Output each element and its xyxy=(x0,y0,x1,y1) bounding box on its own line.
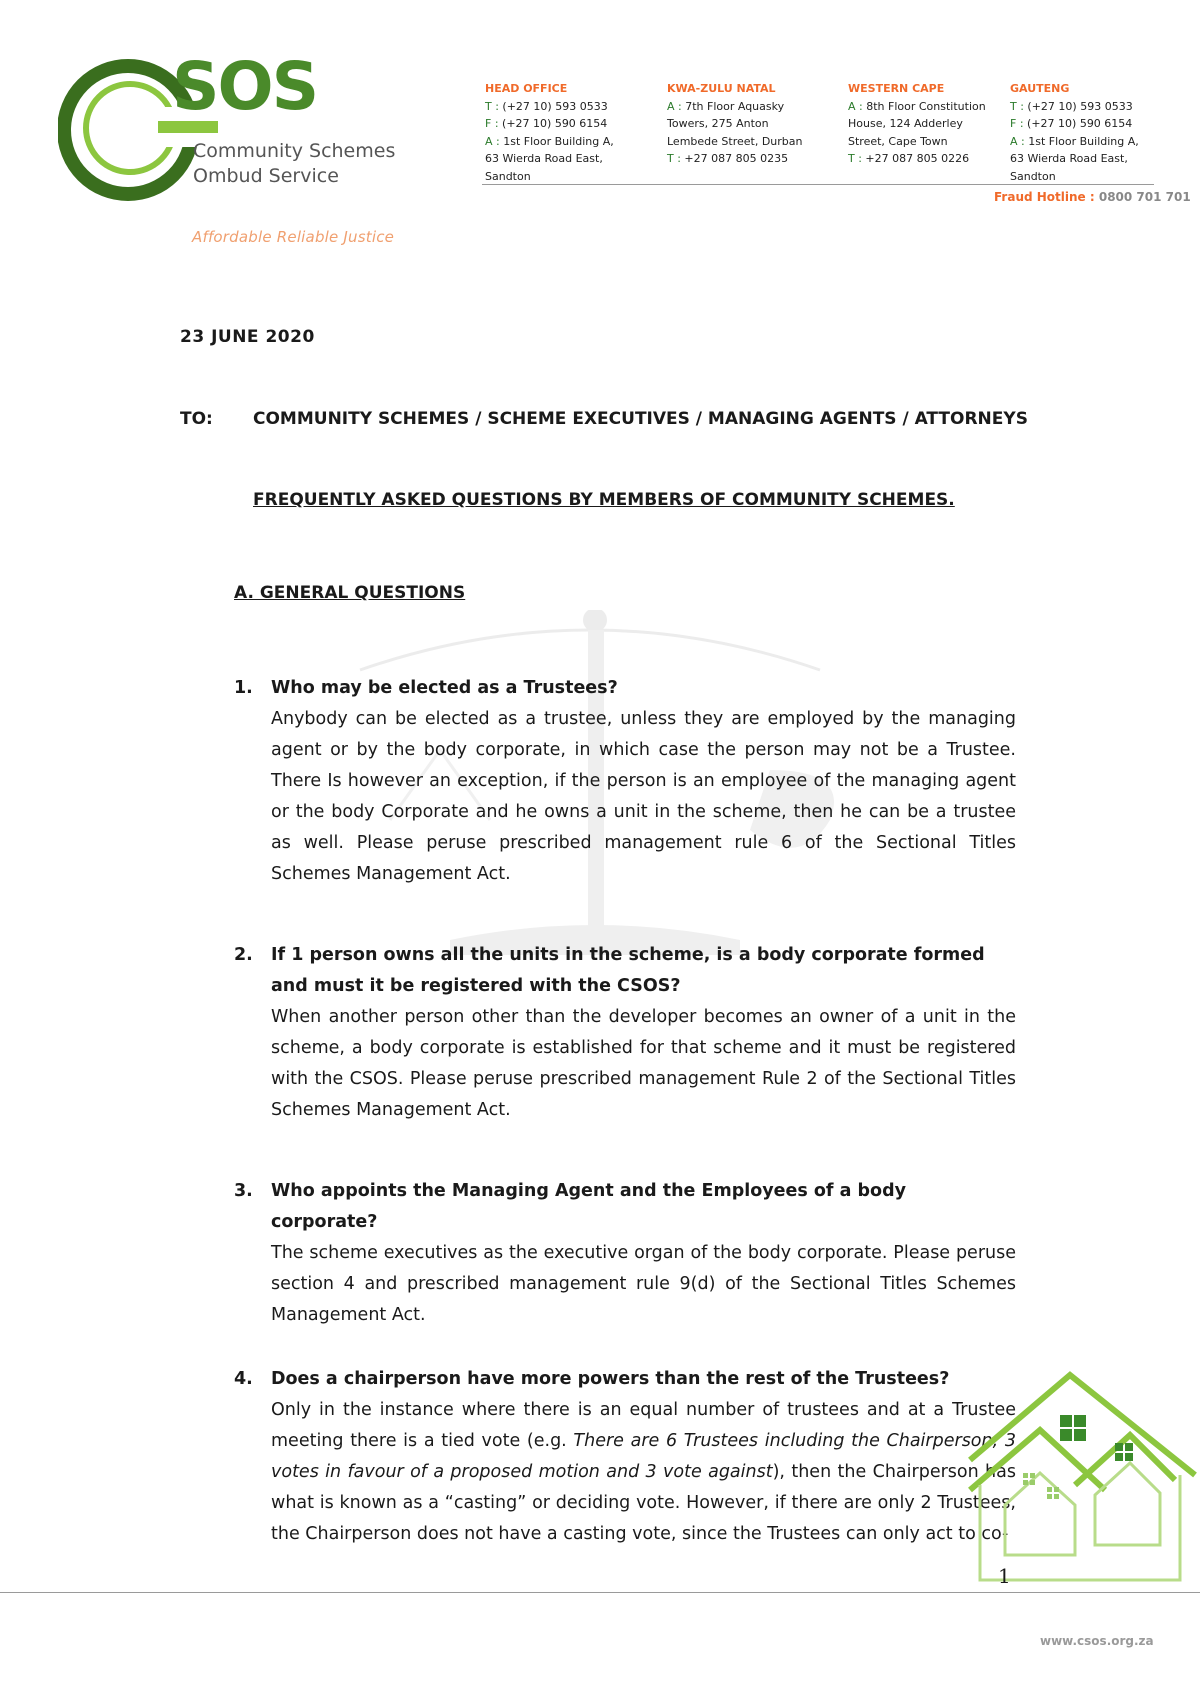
office-heading: WESTERN CAPE xyxy=(848,82,945,95)
document-heading: FREQUENTLY ASKED QUESTIONS BY MEMBERS OF COMMUNITY SCHEMES. xyxy=(253,490,955,510)
faq-answer: When another person other than the developer becomes an owner of a unit in the scheme, a body corporate is established for that scheme and it must be registered with the CSOS. Please peruse prescribed management Rule 2 of the Sectional Titles Schemes Management Act. xyxy=(271,1007,1016,1120)
office-head: HEAD OFFICE T : (+27 10) 593 0533 F : (+27 10) 590 6154 A : 1st Floor Building A, 63 Wierda Road East, Sandton xyxy=(485,82,614,183)
faq-item xyxy=(234,1176,1016,1331)
office-heading: HEAD OFFICE xyxy=(485,82,568,95)
office-kzn: KWA-ZULU NATAL A : 7th Floor Aquasky Towers, 275 Anton Lembede Street, Durban T : +27 087 805 0235 xyxy=(667,82,803,165)
faq-question: Does a chairperson have more powers than the rest of the Trustees? xyxy=(271,1369,950,1389)
section-heading: A. GENERAL QUESTIONS xyxy=(234,583,466,603)
footer-divider xyxy=(0,1592,1200,1593)
office-heading: GAUTENG xyxy=(1010,82,1070,95)
faq-item xyxy=(234,673,1016,890)
website-url: www.csos.org.za xyxy=(1040,1634,1154,1648)
faq-item xyxy=(234,1364,1016,1550)
letter-date: 23 JUNE 2020 xyxy=(180,327,315,347)
faq-number: 3. xyxy=(234,1181,253,1201)
faq-answer: Anybody can be elected as a trustee, unless they are employed by the managing agent or by the body corporate, in which case the person may not be a Trustee. There Is however an exception, if the person is an employee of the managing agent or the body Corporate and he owns a unit in the scheme, then he can be a trustee as well. Please peruse prescribed management rule 6 of the Sectional Titles Schemes Management Act. xyxy=(271,709,1016,884)
logo-acronym: SOS xyxy=(172,48,318,125)
recipients: COMMUNITY SCHEMES / SCHEME EXECUTIVES / MANAGING AGENTS / ATTORNEYS xyxy=(253,409,1028,429)
to-label: TO: xyxy=(180,409,213,429)
logo-name-line1: Community Schemes xyxy=(193,140,396,162)
header-divider xyxy=(482,184,1154,185)
fraud-hotline: Fraud Hotline : 0800 701 701 xyxy=(994,190,1191,204)
page-number: 1 xyxy=(998,1564,1011,1588)
faq-answer: The scheme executives as the executive organ of the body corporate. Please peruse section 4 and prescribed management rule 9(d) of the Sectional Titles Schemes Management Act. xyxy=(271,1243,1016,1325)
faq-item xyxy=(234,940,1016,1126)
faq-number: 4. xyxy=(234,1369,253,1389)
faq-number: 1. xyxy=(234,678,253,698)
tagline: Affordable Reliable Justice xyxy=(192,228,395,246)
houses-graphic xyxy=(965,1355,1200,1590)
faq-question: Who may be elected as a Trustees? xyxy=(271,678,618,698)
office-heading: KWA-ZULU NATAL xyxy=(667,82,776,95)
faq-answer: Only in the instance where there is an equal number of trustees and at a Trustee meeting there is a tied vote (e.g. There are 6 Trustees including the Chairperson, 3 votes in favour of a proposed motion and 3 vote against), then the Chairperson has what is known as a “casting” or deciding vote. However, if there are only 2 Trustees, the Chairperson does not have a casting vote, since the Trustees can only act to co- xyxy=(271,1400,1016,1544)
logo-name-line2: Ombud Service xyxy=(193,165,339,187)
faq-number: 2. xyxy=(234,945,253,965)
office-wc: WESTERN CAPE A : 8th Floor Constitution House, 124 Adderley Street, Cape Town T : +27 087 805 0226 xyxy=(848,82,986,165)
faq-question: If 1 person owns all the units in the scheme, is a body corporate formed and must it be registered with the CSOS? xyxy=(271,945,985,996)
faq-question: Who appoints the Managing Agent and the Employees of a body corporate? xyxy=(271,1181,907,1232)
office-gauteng: GAUTENG T : (+27 10) 593 0533 F : (+27 10) 590 6154 A : 1st Floor Building A, 63 Wierda Road East, Sandton xyxy=(1010,82,1139,183)
